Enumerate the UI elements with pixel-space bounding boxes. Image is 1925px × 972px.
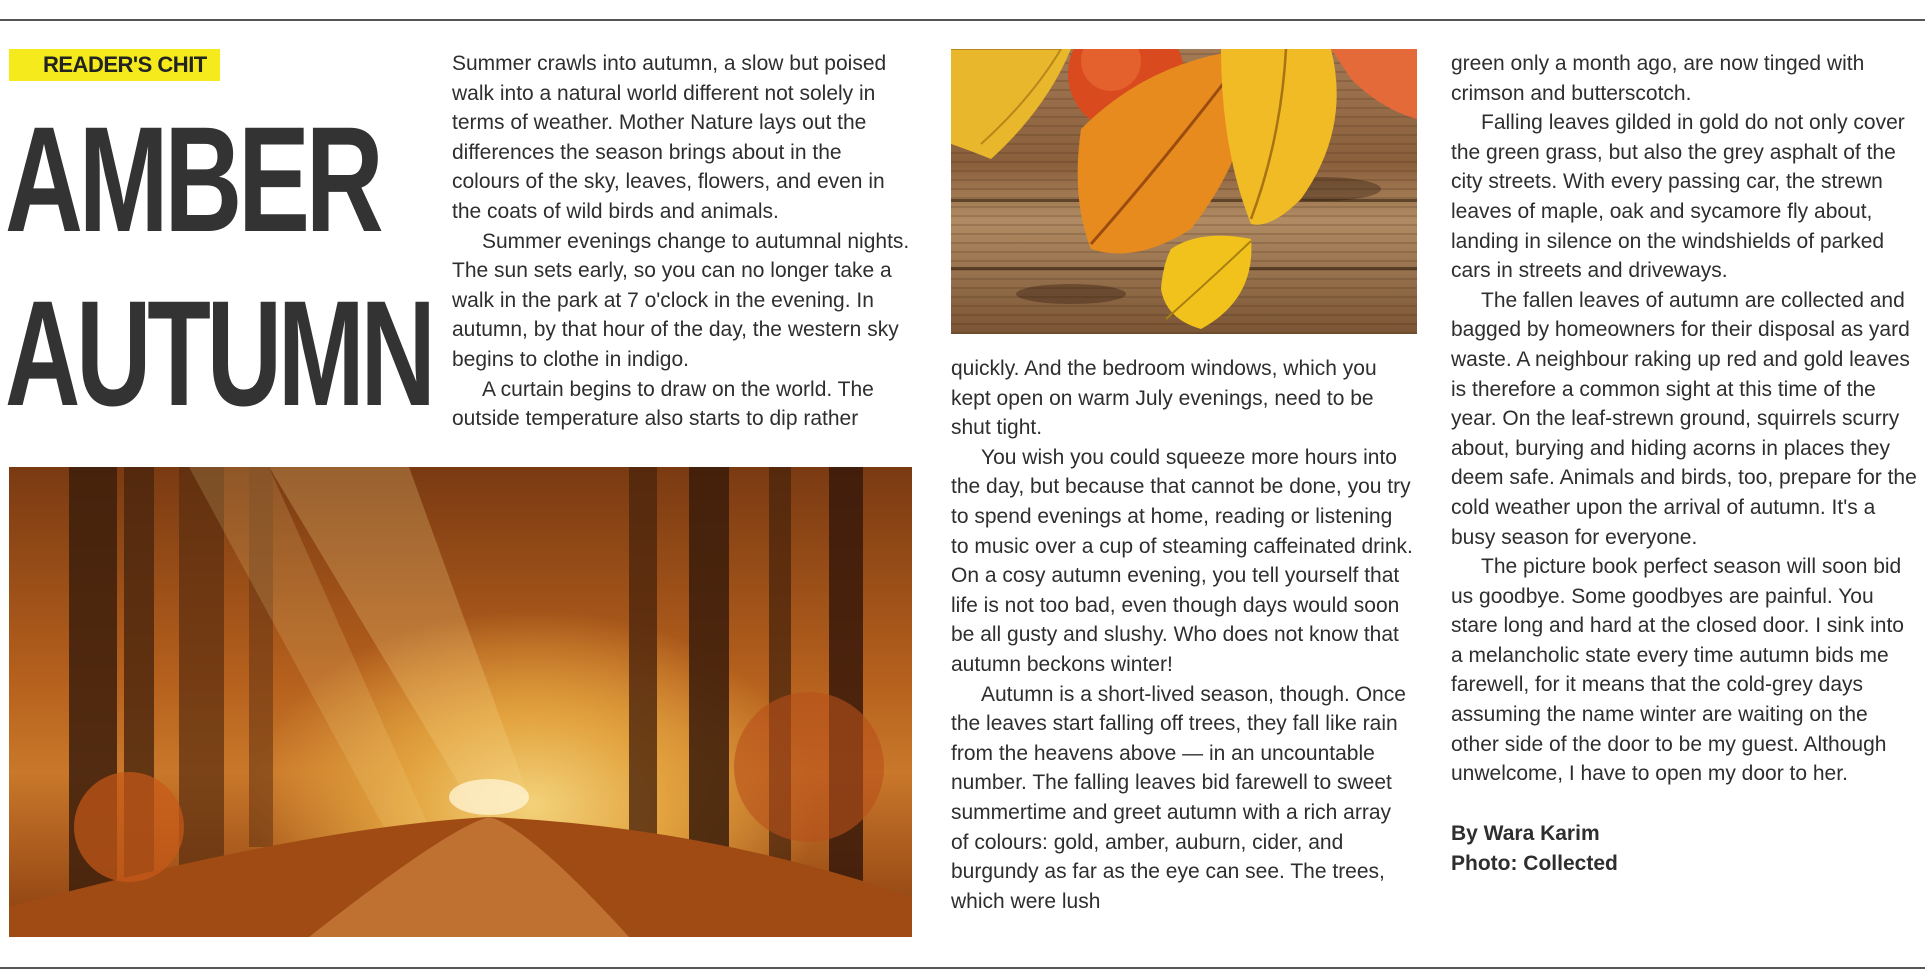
paragraph: Falling leaves gilded in gold do not only cover the green grass, but also the grey asphalt of the city streets. With every passing car, the strewn leaves of maple, oak and sycamore fly about, landing in silence on the windshields of parked cars in streets and driveways. bbox=[1451, 111, 1905, 283]
paragraph: green only a month ago, are now tinged with crimson and butterscotch. bbox=[1451, 52, 1865, 105]
headline-line-2: AUTUMN bbox=[5, 269, 432, 437]
section-kicker: READER'S CHIT bbox=[9, 49, 220, 81]
headline-line-1: AMBER bbox=[5, 95, 380, 263]
paragraph: Summer crawls into autumn, a slow but poised walk into a natural world different not solely in terms of weather. Mother Nature lays out the differences the season brings about in the colours of the sky, leaves, flowers, and even in the coats of wild birds and animals. bbox=[452, 52, 887, 223]
paragraph: You wish you could squeeze more hours into the day, but because that cannot be done, you try to spend evenings at home, reading or listening to music over a cup of steaming caffeinated drink. On a cosy autumn evening, you tell yourself that life is not too bad, even though days would soon be all gusty and slushy. Who does not know that autumn beckons winter! bbox=[951, 445, 1413, 676]
top-rule bbox=[0, 19, 1925, 21]
autumn-forest-photo bbox=[9, 467, 912, 937]
photo-credit: Photo: Collected bbox=[1451, 851, 1618, 875]
autumn-leaves-photo bbox=[951, 49, 1417, 334]
paragraph: Summer evenings change to autumnal nights. The sun sets early, so you can no longer take a walk in the park at 7 o'clock in the evening. In autumn, by that hour of the day, the western sky begins to clothe in indigo. bbox=[452, 229, 910, 371]
article-column-2 bbox=[951, 354, 1414, 916]
article-column-1 bbox=[452, 49, 912, 434]
paragraph: A curtain begins to draw on the world. The outside temperature also starts to dip rather bbox=[452, 377, 874, 431]
article-column-3 bbox=[1451, 49, 1917, 879]
bottom-rule bbox=[0, 967, 1925, 969]
paragraph: Autumn is a short-lived season, though. Once the leaves start falling off trees, they fall like rain from the heavens above — in an uncountable number. The falling leaves bid farewell to sweet summertime and greet autumn with a rich array of colours: gold, amber, auburn, cider, and burgundy as far as the eye can see. The trees, which were lush bbox=[951, 682, 1406, 913]
paragraph: The fallen leaves of autumn are collected and bagged by homeowners for their disposal as yard waste. A neighbour raking up red and gold leaves is therefore a common sight at this time of the year. On the leaf-strewn ground, squirrels scurry about, burying and hiding acorns in places they deem safe. Animals and birds, too, prepare for the cold weather upon the arrival of autumn. It's a busy season for everyone. bbox=[1451, 288, 1917, 549]
paragraph: The picture book perfect season will soon bid us goodbye. Some goodbyes are painful. You stare long and hard at the closed door. I sink into a melancholic state every time autumn bids me farewell, for it means that the cold-grey days assuming the name winter are waiting on the other side of the door to be my guest. Although unwelcome, I have to open my door to her. bbox=[1451, 555, 1904, 786]
byline bbox=[1451, 819, 1917, 879]
paragraph: quickly. And the bedroom windows, which you kept open on warm July evenings, need to be shut tight. bbox=[951, 357, 1377, 440]
author-credit: By Wara Karim bbox=[1451, 821, 1600, 845]
